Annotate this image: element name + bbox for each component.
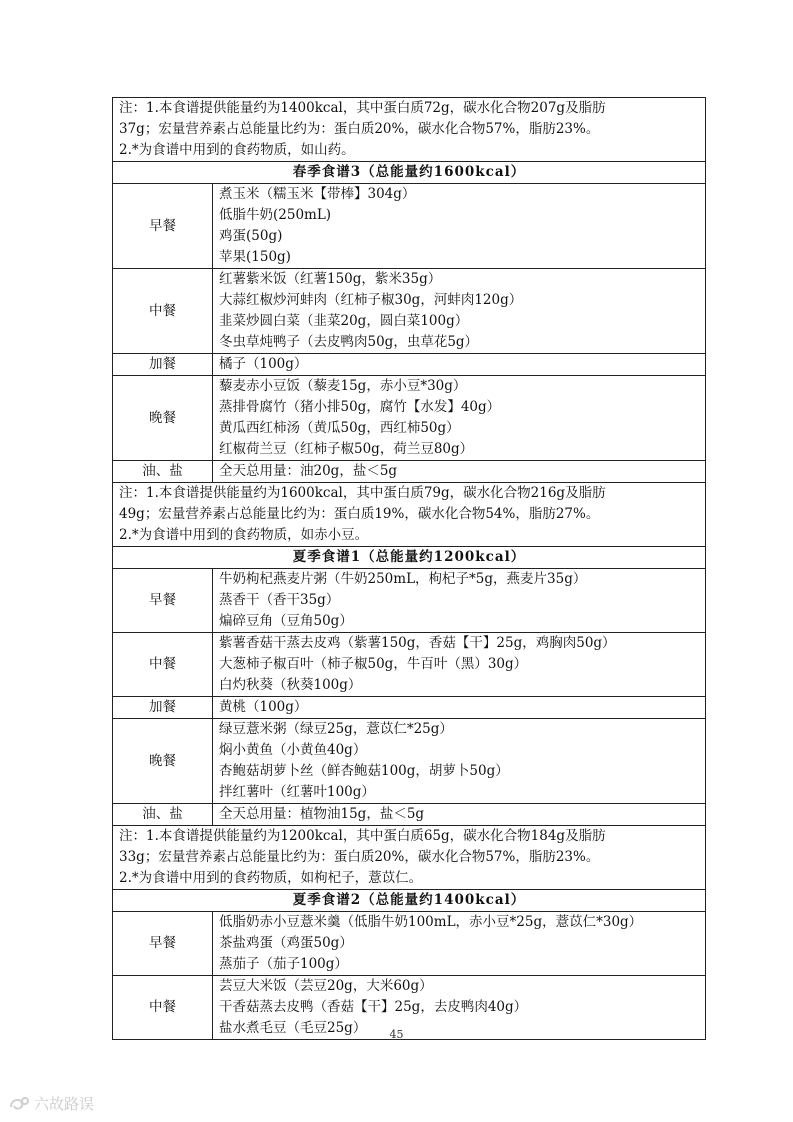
meal-items (213, 633, 706, 697)
meal-items (213, 376, 706, 461)
menu-title-row (113, 547, 706, 569)
food-item: 蒸茄子（茄子100g） (219, 956, 348, 972)
meal-row (113, 804, 706, 826)
meal-items (213, 569, 706, 633)
nutrition-note (113, 826, 706, 890)
meal-items (213, 697, 706, 719)
food-item: 焖小黄鱼（小黄鱼40g） (219, 742, 367, 758)
meal-label: 早餐 (113, 569, 213, 633)
food-item: 红薯紫米饭（红薯150g，紫米35g） (219, 271, 442, 287)
meal-items (213, 912, 706, 976)
meal-row (113, 633, 706, 697)
meal-label: 油、盐 (113, 461, 213, 483)
food-item: 杏鲍菇胡萝卜丝（鲜杏鲍菇100g，胡萝卜50g） (219, 763, 509, 779)
meal-label: 油、盐 (113, 804, 213, 826)
meal-row (113, 569, 706, 633)
food-item: 紫薯香菇干蒸去皮鸡（紫薯150g，香菇【干】25g，鸡胸肉50g） (219, 635, 616, 651)
note-line: 注：1.本食谱提供能量约为1200kcal，其中蛋白质65g，碳水化合物184g及脂肪 (119, 828, 606, 844)
food-item: 煸碎豆角（豆角50g） (219, 613, 353, 629)
note-line: 注：1.本食谱提供能量约为1400kcal，其中蛋白质72g，碳水化合物207g及脂肪 (119, 100, 606, 116)
meal-items (213, 184, 706, 269)
note-line: 49g；宏量营养素占总能量比约为：蛋白质19%，碳水化合物54%，脂肪27%。 (119, 506, 600, 522)
food-item: 冬虫草炖鸭子（去皮鸭肉50g，虫草花5g） (219, 334, 479, 350)
meal-row (113, 697, 706, 719)
food-item: 低脂奶赤小豆薏米羹（低脂牛奶100mL，赤小豆*25g，薏苡仁*30g） (219, 914, 643, 930)
watermark-text: 六故路误 (34, 1095, 95, 1113)
watermark (8, 1093, 94, 1114)
food-item: 全天总用量：植物油15g，盐＜5g (219, 806, 425, 822)
meal-row (113, 184, 706, 269)
food-item: 鸡蛋(50g) (219, 228, 283, 244)
food-item: 绿豆薏米粥（绿豆25g，薏苡仁*25g） (219, 721, 453, 737)
meal-label: 加餐 (113, 354, 213, 376)
food-item: 盐水煮毛豆（毛豆25g） (219, 1020, 367, 1036)
menu-title: 夏季食谱1（总能量约1200kcal） (113, 547, 706, 569)
meal-label: 早餐 (113, 912, 213, 976)
meal-row (113, 719, 706, 804)
meal-items (213, 461, 706, 483)
meal-row (113, 269, 706, 354)
meal-row (113, 461, 706, 483)
meal-row (113, 912, 706, 976)
watermark-logo-icon (8, 1095, 30, 1113)
food-item: 红椒荷兰豆（红柿子椒50g，荷兰豆80g） (219, 441, 474, 457)
note-row (113, 826, 706, 890)
meal-label: 中餐 (113, 976, 213, 1040)
meal-label: 晚餐 (113, 376, 213, 461)
food-item: 蒸排骨腐竹（猪小排50g，腐竹【水发】40g） (219, 399, 501, 415)
note-line: 注：1.本食谱提供能量约为1600kcal，其中蛋白质79g，碳水化合物216g及脂肪 (119, 485, 606, 501)
menu-title-row (113, 162, 706, 184)
note-line: 2.*为食谱中用到的食药物质，如山药。 (119, 142, 355, 158)
food-item: 大葱柿子椒百叶（柿子椒50g，牛百叶（黑）30g） (219, 656, 528, 672)
food-item: 煮玉米（糯玉米【带棒】304g） (219, 186, 416, 202)
food-item: 牛奶枸杞燕麦片粥（牛奶250mL，枸杞子*5g，燕麦片35g） (219, 571, 587, 587)
meal-label: 晚餐 (113, 719, 213, 804)
meal-items (213, 804, 706, 826)
page-number: 45 (389, 1028, 404, 1041)
meal-row (113, 354, 706, 376)
food-item: 黄桃（100g） (219, 699, 308, 715)
note-line: 2.*为食谱中用到的食药物质，如枸杞子，薏苡仁。 (119, 870, 423, 886)
food-item: 全天总用量：油20g，盐＜5g (219, 463, 398, 479)
menu-title-row (113, 890, 706, 912)
menu-title: 春季食谱3（总能量约1600kcal） (113, 162, 706, 184)
food-item: 干香菇蒸去皮鸭（香菇【干】25g，去皮鸭肉40g） (219, 999, 528, 1015)
food-item: 大蒜红椒炒河蚌肉（红柿子椒30g，河蚌肉120g） (219, 292, 523, 308)
food-item: 韭菜炒圆白菜（韭菜20g，圆白菜100g） (219, 313, 469, 329)
food-item: 茶盐鸡蛋（鸡蛋50g） (219, 935, 353, 951)
recipe-table-body (113, 98, 706, 1040)
meal-label: 早餐 (113, 184, 213, 269)
note-line: 33g；宏量营养素占总能量比约为：蛋白质20%，碳水化合物57%，脂肪23%。 (119, 849, 600, 865)
food-item: 黄瓜西红柿汤（黄瓜50g，西红柿50g） (219, 420, 460, 436)
note-row (113, 98, 706, 162)
food-item: 橘子（100g） (219, 356, 308, 372)
food-item: 蒸香干（香干35g） (219, 592, 340, 608)
food-item: 苹果(150g) (219, 249, 291, 265)
recipe-table (112, 97, 706, 1040)
note-line: 2.*为食谱中用到的食药物质，如赤小豆。 (119, 527, 369, 543)
food-item: 白灼秋葵（秋葵100g） (219, 677, 362, 693)
food-item: 低脂牛奶(250mL) (219, 207, 332, 223)
meal-row (113, 376, 706, 461)
meal-items (213, 269, 706, 354)
menu-title: 夏季食谱2（总能量约1400kcal） (113, 890, 706, 912)
note-line: 37g；宏量营养素占总能量比约为：蛋白质20%，碳水化合物57%，脂肪23%。 (119, 121, 600, 137)
nutrition-note (113, 483, 706, 547)
meal-items (213, 354, 706, 376)
nutrition-note (113, 98, 706, 162)
meal-label: 中餐 (113, 633, 213, 697)
food-item: 藜麦赤小豆饭（藜麦15g，赤小豆*30g） (219, 378, 467, 394)
meal-label: 加餐 (113, 697, 213, 719)
note-row (113, 483, 706, 547)
food-item: 拌红薯叶（红薯叶100g） (219, 784, 375, 800)
food-item: 芸豆大米饭（芸豆20g，大米60g） (219, 978, 433, 994)
meal-label: 中餐 (113, 269, 213, 354)
meal-items (213, 719, 706, 804)
